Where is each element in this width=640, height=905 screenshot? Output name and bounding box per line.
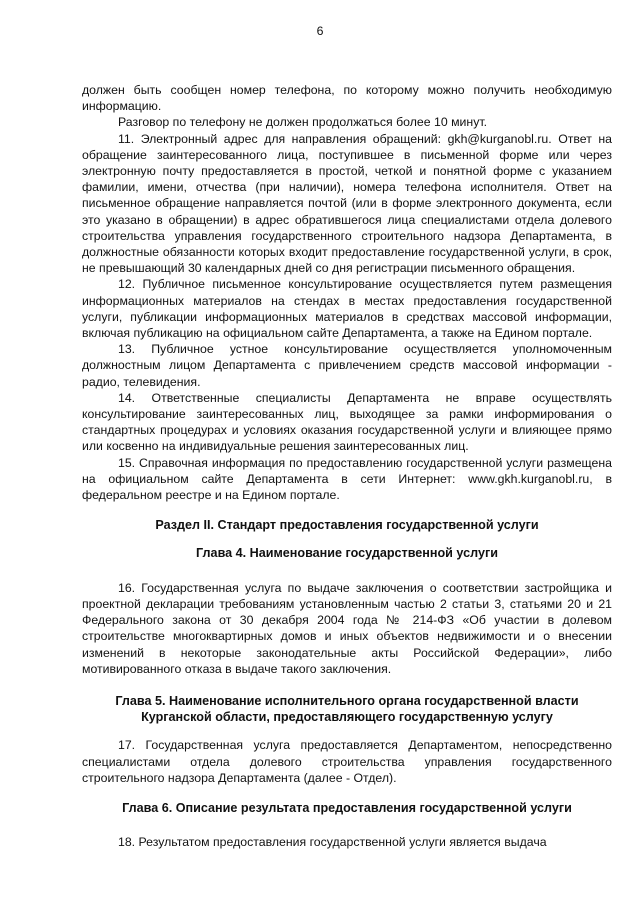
paragraph-phone-duration: Разговор по телефону не должен продолжаться более 10 минут.	[118, 115, 488, 130]
paragraph-continuation: должен быть сообщен номер телефона, по которому можно получить необходимую информацию.	[82, 83, 612, 114]
chapter-heading-5-line-2: Курганской области, предоставляющего государственную услугу	[141, 710, 553, 725]
page-number: 6	[316, 24, 324, 38]
chapter-heading-6: Глава 6. Описание результата предоставления государственной услуги	[122, 800, 572, 815]
paragraph-18: 18. Результатом предоставления государственной услуги является выдача	[118, 835, 547, 850]
chapter-heading-5	[82, 693, 612, 725]
paragraph-17: 17. Государственная услуга предоставляется Департаментом, непосредственно специалистами отдела долевого строительства управления государственного строительного надзора Департамента (далее - Отдел).	[82, 738, 612, 785]
chapter-heading-5-line-1: Глава 5. Наименование исполнительного органа государственной власти	[115, 693, 579, 708]
paragraph-13: 13. Публичное устное консультирование осуществляется уполномоченным должностным лицом Департамента с привлечением средств массовой информации - радио, телевидения.	[82, 342, 612, 389]
paragraph-14: 14. Ответственные специалисты Департамента не вправе осуществлять консультирование заинтересованных лиц, выходящее за рамки информирования о стандартных процедурах и условиях оказания государственной услуги и влияющее прямо или косвенно на индивидуальные решения заинтересованных лиц.	[82, 390, 612, 454]
paragraph-12: 12. Публичное письменное консультирование осуществляется путем размещения информационных материалов на стендах в местах предоставления государственной услуги, публикации информационных материалов в средствах массовой информации, включая публикацию на официальном сайте Департамента, а также на Едином портале.	[82, 277, 612, 341]
paragraph-16: 16. Государственная услуга по выдаче заключения о соответствии застройщика и проектной декларации требованиям установленным частью 2 статьи 3, статьями 20 и 21 Федерального закона от 30 декабря 2004 года № 214-ФЗ «Об участии в долевом строительстве многоквартирных домов и иных объектов недвижимости и о внесении изменений в некоторые законодательные акты Российской Федерации», либо мотивированного отказа в выдаче такого заключения.	[82, 580, 612, 676]
paragraph-11: 11. Электронный адрес для направления обращений: gkh@kurganobl.ru. Ответ на обращение заинтересованного лица, поступившее в письменной форме или через электронную почту предоставляется в простой, четкой и понятной форме с указанием фамилии, имени, отчества (при наличии), номера телефона исполнителя. Ответ на письменное обращение направляется почтой (или в форме электронного документа, если это указано в обращении) в адрес обратившегося лица специалистами отдела долевого строительства управления государственного строительного надзора Департамента, в должностные обязанности которых входит предоставление государственной услуги, в срок, не превышающий 30 календарных дней со дня регистрации письменного обращения.	[82, 131, 612, 276]
section-heading-2: Раздел II. Стандарт предоставления государственной услуги	[155, 518, 539, 533]
document-body	[82, 82, 612, 850]
paragraph-15: 15. Справочная информация по предоставлению государственной услуги размещена на официальном сайте Департамента в сети Интернет: www.gkh.kurganobl.ru, в федеральном реестре и на Едином портале.	[82, 455, 612, 503]
chapter-heading-4: Глава 4. Наименование государственной услуги	[196, 546, 498, 561]
